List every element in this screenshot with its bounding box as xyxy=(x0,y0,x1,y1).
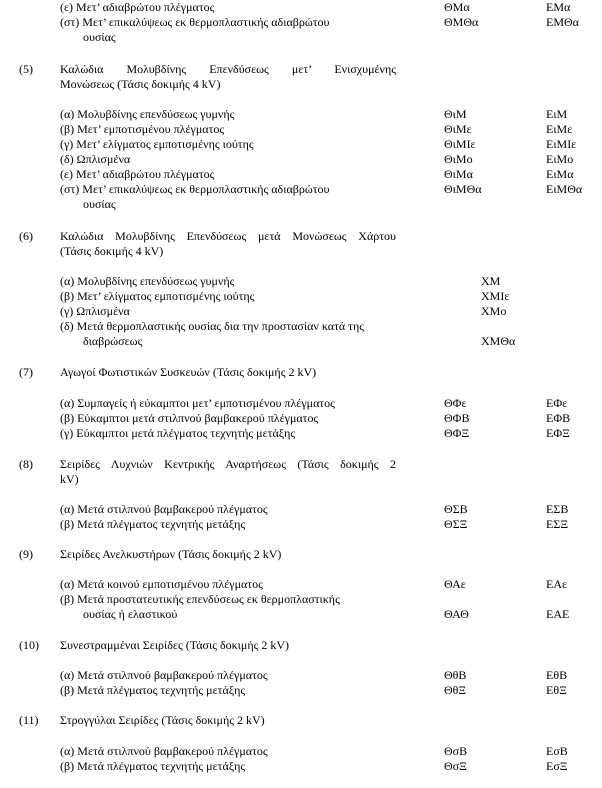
list-item-label: (γ) Εύκαμπτοι μετά πλέγματος τεχνητής μετάξης xyxy=(60,426,296,440)
code-heavy: ΘΜΘα xyxy=(444,15,479,29)
code-heavy: ΘΦΞ xyxy=(444,426,470,440)
list-item-continuation: διαβρώσεως xyxy=(83,334,143,348)
list-item-label: (στ) Μετ’ επικαλύψεως εκ θερμοπλαστικής αδιαβρώτου xyxy=(60,15,330,29)
section-number: (6) xyxy=(19,229,33,243)
code-heavy: ΘΣΞ xyxy=(444,517,468,531)
list-item-label: (γ) Μετ’ ελίγματος εμποτισμένης ιούτης xyxy=(60,137,254,151)
code: ΧΜΘα xyxy=(481,334,516,348)
section-heading: Αγωγοί Φωτιστικών Συσκευών (Τάσις δοκιμής 2 kV) xyxy=(60,365,317,379)
code-light: ΕιΜ xyxy=(546,107,568,121)
code-light: ΕιΜε xyxy=(546,122,573,136)
section-heading-continuation: Μονώσεως (Τάσις δοκιμής 4 kV) xyxy=(60,77,221,91)
code-heavy: ΘιΜα xyxy=(444,167,473,181)
section-heading: Καλώδια Μολυβδίνης Επενδύσεως μετά Μονώσεως Χάρτου xyxy=(60,229,396,243)
list-item-label: (α) Μολυβδίνης επενδύσεως γυμνής xyxy=(60,107,235,121)
code: ΧΜΙε xyxy=(481,289,510,303)
code-heavy: ΘιΜο xyxy=(444,152,473,166)
section-number: (5) xyxy=(19,62,33,76)
section-number: (8) xyxy=(19,457,33,471)
code: ΧΜο xyxy=(481,304,507,318)
list-item-label: (β) Μετά προστατευτικής επενδύσεως εκ θερμοπλαστικής xyxy=(60,592,340,606)
list-item-label: (α) Μετά στιλπνού βαμβακερού πλέγματος xyxy=(60,744,268,758)
code-light: ΕιΜΙε xyxy=(546,137,577,151)
section-heading: Στρογγύλαι Σειρίδες (Τάσις δοκιμής 2 kV) xyxy=(60,713,265,727)
code-light: ΕΑε xyxy=(546,577,568,591)
list-item-continuation: ουσίας ή ελαστικού xyxy=(83,607,178,621)
list-item-label: (γ) Ωπλισμένα xyxy=(60,304,130,318)
list-item-label: (δ) Μετά θερμοπλαστικής ουσίας δια την προστασίαν κατά της xyxy=(60,319,365,333)
code-heavy: ΘιΜ xyxy=(444,107,467,121)
code-heavy: ΘΣΒ xyxy=(444,502,468,516)
code-light: ΕΑΕ xyxy=(546,607,570,621)
code-light: ΕιΜα xyxy=(546,167,574,181)
section-number: (9) xyxy=(19,547,33,561)
code-heavy: ΘΦε xyxy=(444,396,467,410)
code-light: ΕσΞ xyxy=(546,759,568,773)
code-light: ΕθΞ xyxy=(546,683,567,697)
list-item-label: (α) Συμπαγείς ή εύκαμπτοι μετ’ εμποτισμένου πλέγματος xyxy=(60,396,335,410)
section-heading-continuation: (Τάσις δοκιμής 4 kV) xyxy=(60,244,164,258)
code-light: ΕιΜΘα xyxy=(546,182,583,196)
code-light: ΕΦΒ xyxy=(546,411,571,425)
list-item-continuation: ουσίας xyxy=(83,30,116,44)
code-heavy: ΘσΒ xyxy=(444,744,468,758)
code-light: ΕΦε xyxy=(546,396,568,410)
code-heavy: ΘΜα xyxy=(444,0,470,14)
list-item-label: (α) Μετά στιλπνού βαμβακερού πλέγματος xyxy=(60,668,268,682)
code-light: ΕσΒ xyxy=(546,744,568,758)
code-heavy: ΘιΜε xyxy=(444,122,472,136)
code-heavy: ΘΦΒ xyxy=(444,411,470,425)
code-heavy: ΘιΜΘα xyxy=(444,182,482,196)
code-heavy: ΘθΞ xyxy=(444,683,467,697)
list-item-label: (β) Μετά πλέγματος τεχνητής μετάξης xyxy=(60,759,246,773)
list-item-label: (ε) Μετ’ αδιαβρώτου πλέγματος xyxy=(60,167,215,181)
list-item-label: (ε) Μετ’ αδιαβρώτου πλέγματος xyxy=(60,0,215,14)
code-heavy: ΘσΞ xyxy=(444,759,467,773)
code-heavy: ΘιΜΙε xyxy=(444,137,476,151)
list-item-label: (β) Μετ’ εμποτισμένου πλέγματος xyxy=(60,122,225,136)
list-item-label: (β) Μετ’ ελίγματος εμποτισμένης ιούτης xyxy=(60,289,255,303)
code-light: ΕθΒ xyxy=(546,668,568,682)
code-light: ΕΦΞ xyxy=(546,426,570,440)
code-light: ΕΜα xyxy=(546,0,571,14)
list-item-label: (α) Μολυβδίνης επενδύσεως γυμνής xyxy=(60,274,235,288)
code-light: ΕΣΞ xyxy=(546,517,569,531)
list-item-label: (β) Μετά πλέγματος τεχνητής μετάξης xyxy=(60,683,246,697)
section-heading: Σειρίδες Λυχνιών Κεντρικής Αναρτήσεως (Τάσις δοκιμής 2 xyxy=(60,457,396,471)
code-heavy: ΘΑε xyxy=(444,577,466,591)
code-light: ΕιΜο xyxy=(546,152,574,166)
list-item-label: (α) Μετά κοινού εμποτισμένου πλέγματος xyxy=(60,577,263,591)
code-light: ΕΜΘα xyxy=(546,15,579,29)
section-number: (7) xyxy=(19,365,33,379)
section-heading: Συνεστραμμέναι Σειρίδες (Τάσις δοκιμής 2 kV) xyxy=(60,638,290,652)
list-item-continuation: ουσίας xyxy=(83,197,116,211)
code-light: ΕΣΒ xyxy=(546,502,569,516)
section-heading: Σειρίδες Ανελκυστήρων (Τάσις δοκιμής 2 kV) xyxy=(60,547,282,561)
code-heavy: ΘΑΘ xyxy=(444,607,469,621)
list-item-label: (β) Μετά πλέγματος τεχνητής μετάξης xyxy=(60,517,246,531)
code: ΧΜ xyxy=(481,274,501,288)
section-number: (10) xyxy=(19,638,39,652)
list-item-label: (α) Μετά στιλπνού βαμβακερού πλέγματος xyxy=(60,502,268,516)
list-item-label: (β) Εύκαμπτοι μετά στιλπνού βαμβακερού πλέγματος xyxy=(60,411,319,425)
section-heading-continuation: kV) xyxy=(60,472,79,486)
list-item-label: (δ) Ωπλισμένα xyxy=(60,152,131,166)
code-heavy: ΘθΒ xyxy=(444,668,467,682)
section-heading: Καλώδια Μολυβδίνης Επενδύσεως μετ’ Ενισχυμένης xyxy=(60,62,396,76)
list-item-label: (στ) Μετ’ επικαλύψεως εκ θερμοπλαστικής αδιαβρώτου xyxy=(60,182,330,196)
section-number: (11) xyxy=(19,713,39,727)
